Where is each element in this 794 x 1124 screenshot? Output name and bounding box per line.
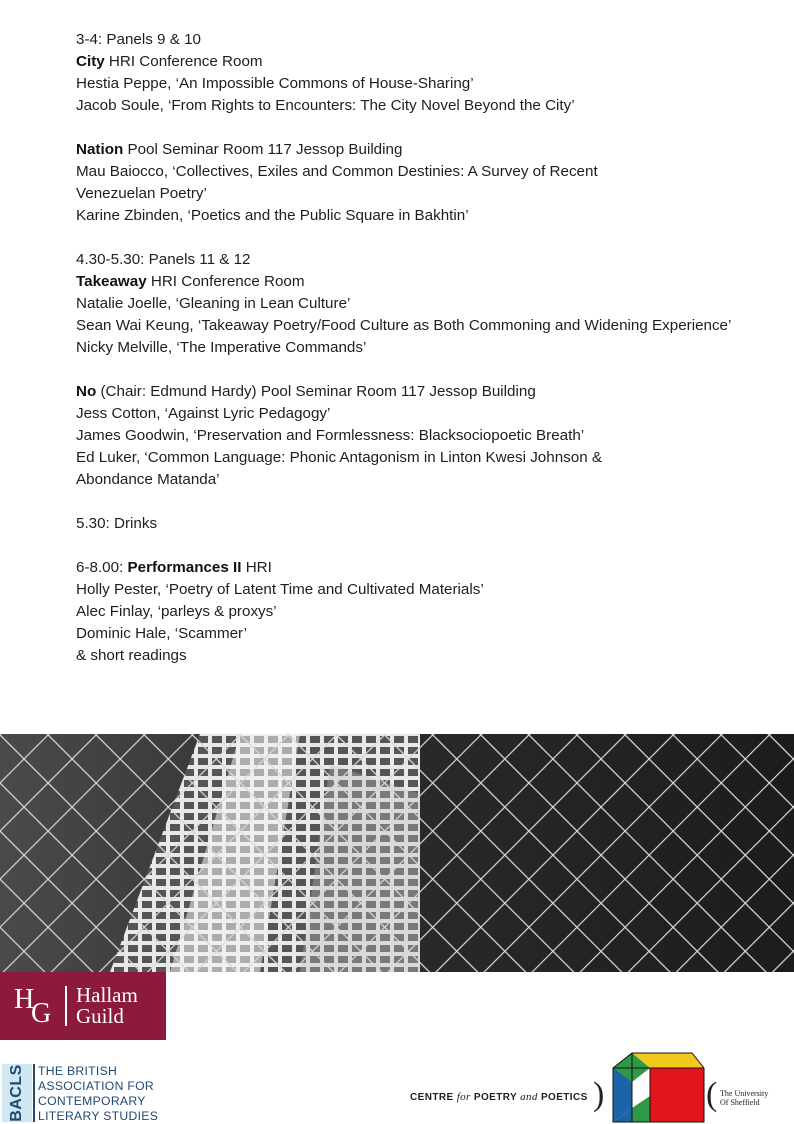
centre-for-poetry-logo-text: CENTRE for POETRY and POETICS (410, 1091, 588, 1103)
paper-entry: Jacob Soule, ‘From Rights to Encounters: The City Novel Beyond the City’ (76, 97, 575, 114)
paper-entry: Mau Baiocco, ‘Collectives, Exiles and Common Destinies: A Survey of Recent Venezuelan Poetry’ (76, 163, 598, 202)
panel-heading-nation (76, 139, 756, 161)
panel-room: HRI Conference Room (146, 273, 305, 290)
bacls-name: THE BRITISH ASSOCIATION FOR CONTEMPORARY LITERARY STUDIES (38, 1064, 159, 1123)
performance-entry: Dominic Hale, ‘Scammer’ (76, 625, 248, 642)
hallam-guild-name: Hallam Guild (76, 983, 138, 1028)
paper-entry: Sean Wai Keung, ‘Takeaway Poetry/Food Culture as Both Commoning and Widening Experience’ (76, 317, 732, 334)
performances-venue: HRI (241, 559, 272, 576)
performance-entry: Alec Finlay, ‘parleys & proxys’ (76, 603, 277, 620)
panel-heading-no (76, 381, 756, 403)
paper-entry: Nicky Melville, ‘The Imperative Commands’ (76, 339, 367, 356)
coloured-cube-icon (610, 1050, 706, 1124)
panel-title: Nation (76, 141, 124, 158)
session-time: 4.30-5.30: Panels 11 & 12 (76, 251, 251, 268)
panel-title: City (76, 53, 105, 70)
panel-title: No (76, 383, 97, 400)
hallam-guild-logo (0, 972, 166, 1040)
paper-entry: Ed Luker, ‘Common Language: Phonic Antagonism in Linton Kwesi Johnson & Abondance Matanda’ (76, 449, 602, 488)
university-of-sheffield-logo: The University Of Sheffield (720, 1089, 769, 1107)
paper-entry: Natalie Joelle, ‘Gleaning in Lean Culture’ (76, 295, 351, 312)
panel-room: Pool Seminar Room 117 Jessop Building (123, 141, 403, 158)
performances-heading (76, 557, 756, 579)
drinks-time: 5.30: Drinks (76, 515, 158, 532)
panel-room: (Chair: Edmund Hardy) Pool Seminar Room 117 Jessop Building (96, 383, 536, 400)
performance-entry: & short readings (76, 647, 187, 664)
session-time: 3-4: Panels 9 & 10 (76, 31, 201, 48)
performances-title: Performances II (127, 559, 242, 576)
hallam-guild-monogram: H G (14, 984, 52, 1029)
panel-heading-takeaway (76, 271, 756, 293)
panel-room: HRI Conference Room (104, 53, 263, 70)
panel-title: Takeaway (76, 273, 147, 290)
bacls-mark: BACLS (2, 1064, 32, 1122)
bacls-logo (2, 1064, 192, 1122)
chainlink-fence-photo (0, 734, 794, 972)
paper-entry: Jess Cotton, ‘Against Lyric Pedagogy’ (76, 405, 331, 422)
performance-entry: Holly Pester, ‘Poetry of Latent Time and Cultivated Materials’ (76, 581, 484, 598)
paper-entry: Karine Zbinden, ‘Poetics and the Public Square in Bakhtin’ (76, 207, 469, 224)
bracket-icon: ( (706, 1076, 718, 1113)
conference-program (76, 29, 756, 667)
bracket-icon: ) (593, 1076, 605, 1113)
session-time: 6-8.00: (76, 559, 128, 576)
paper-entry: Hestia Peppe, ‘An Impossible Commons of House-Sharing’ (76, 75, 474, 92)
panel-heading-city (76, 51, 756, 73)
paper-entry: James Goodwin, ‘Preservation and Formlessness: Blacksociopoetic Breath’ (76, 427, 585, 444)
